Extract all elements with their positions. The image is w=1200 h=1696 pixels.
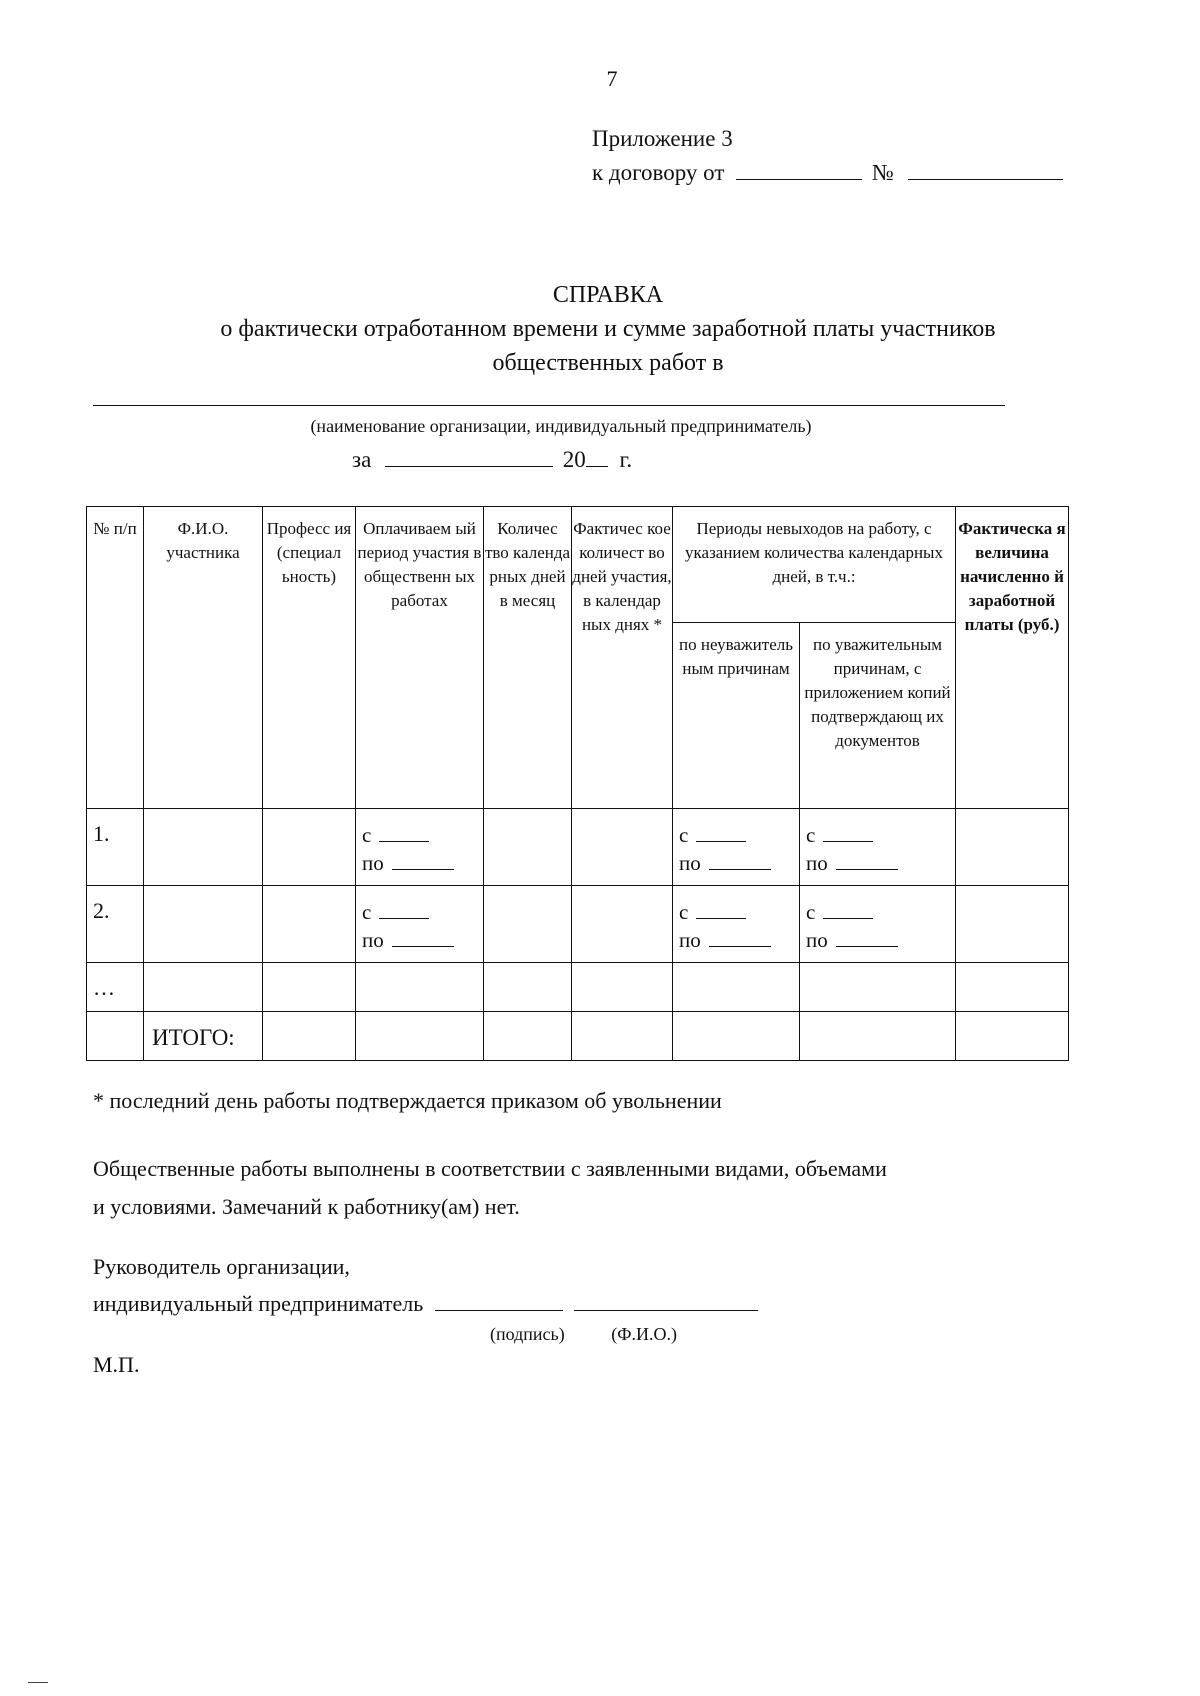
document-title bbox=[0, 278, 1200, 380]
cell-excused bbox=[800, 1012, 956, 1061]
from-label: с bbox=[362, 823, 372, 847]
cell-calendar-days bbox=[484, 963, 572, 1012]
cell-fio bbox=[144, 809, 263, 886]
header-paid-period: Оплачиваем ый период участия в общественн ых работах bbox=[356, 507, 484, 809]
from-blank bbox=[823, 900, 873, 919]
cell-calendar-days bbox=[484, 886, 572, 963]
cell-salary bbox=[956, 886, 1069, 963]
title-heading: СПРАВКА bbox=[552, 282, 664, 308]
annex-contract-line bbox=[592, 156, 1063, 190]
cell-salary bbox=[956, 809, 1069, 886]
to-label: по bbox=[362, 851, 384, 875]
signature-blank bbox=[435, 1290, 563, 1311]
cell-unexcused bbox=[673, 809, 800, 886]
to-label: по bbox=[806, 928, 828, 952]
cell-unexcused bbox=[673, 1012, 800, 1061]
from-line bbox=[673, 898, 799, 926]
cell-calendar-days bbox=[484, 809, 572, 886]
from-label: с bbox=[806, 900, 816, 924]
organization-name-blank bbox=[93, 405, 1005, 406]
from-line bbox=[673, 821, 799, 849]
caption-signature: (подпись) bbox=[490, 1324, 565, 1344]
to-line bbox=[800, 849, 955, 877]
header-salary: Фактическа я величина начисленно й заработной платы (руб.) bbox=[956, 507, 1069, 809]
header-absence-periods: Периоды невыходов на работу, с указанием количества календарных дней, в т.ч.: bbox=[673, 507, 956, 623]
row-number: 1. bbox=[87, 809, 144, 886]
period-year-blank bbox=[586, 446, 608, 467]
header-num: № п/п bbox=[87, 507, 144, 809]
cell-calendar-days bbox=[484, 1012, 572, 1061]
from-label: с bbox=[806, 823, 816, 847]
cell-paid-period bbox=[356, 963, 484, 1012]
scan-mark bbox=[28, 1682, 48, 1683]
annex-title: Приложение 3 bbox=[592, 126, 733, 151]
signature-line-2 bbox=[93, 1285, 758, 1322]
from-line bbox=[356, 821, 483, 849]
from-blank bbox=[379, 900, 429, 919]
cell-excused bbox=[800, 886, 956, 963]
header-calendar-days: Количес тво календа рных дней в месяц bbox=[484, 507, 572, 809]
period-month-blank bbox=[385, 446, 553, 467]
annex-block bbox=[592, 122, 1063, 190]
fio-blank bbox=[574, 1290, 758, 1311]
signature-line-1: Руководитель организации, bbox=[93, 1254, 350, 1279]
header-unexcused: по неуважитель ным причинам bbox=[673, 623, 800, 809]
period-line bbox=[352, 446, 632, 473]
title-line-2: общественных работ в bbox=[492, 350, 724, 376]
table-row bbox=[87, 963, 1069, 1012]
cell-paid-period bbox=[356, 886, 484, 963]
cell-empty bbox=[87, 1012, 144, 1061]
header-fio: Ф.И.О. участника bbox=[144, 507, 263, 809]
timesheet-table bbox=[86, 506, 1069, 1061]
from-label: с bbox=[679, 900, 689, 924]
cell-unexcused bbox=[673, 963, 800, 1012]
header-profession: Професс ия (специал ьность) bbox=[263, 507, 356, 809]
from-blank bbox=[379, 823, 429, 842]
signature-role: индивидуальный предприниматель bbox=[93, 1291, 424, 1316]
cell-fio bbox=[144, 963, 263, 1012]
to-line bbox=[800, 926, 955, 954]
from-blank bbox=[696, 823, 746, 842]
cell-profession bbox=[263, 809, 356, 886]
from-line bbox=[800, 821, 955, 849]
to-blank bbox=[836, 851, 898, 870]
cell-fio bbox=[144, 886, 263, 963]
cell-actual-days bbox=[572, 1012, 673, 1061]
contract-number-blank bbox=[908, 157, 1063, 180]
table-row bbox=[87, 886, 1069, 963]
footnote: * последний день работы подтверждается приказом об увольнении bbox=[93, 1088, 722, 1113]
period-prefix: за bbox=[352, 447, 372, 472]
from-label: с bbox=[362, 900, 372, 924]
page-number: 7 bbox=[606, 66, 618, 91]
statement-line-1: Общественные работы выполнены в соответствии с заявленными видами, объемами bbox=[93, 1156, 887, 1181]
to-blank bbox=[392, 928, 454, 947]
caption-fio: (Ф.И.О.) bbox=[611, 1324, 677, 1344]
cell-actual-days bbox=[572, 963, 673, 1012]
cell-salary bbox=[956, 963, 1069, 1012]
cell-unexcused bbox=[673, 886, 800, 963]
to-line bbox=[673, 849, 799, 877]
stamp-place: М.П. bbox=[93, 1352, 140, 1377]
row-number: 2. bbox=[87, 886, 144, 963]
total-label: ИТОГО: bbox=[144, 1012, 263, 1061]
cell-excused bbox=[800, 809, 956, 886]
cell-profession bbox=[263, 1012, 356, 1061]
to-blank bbox=[836, 928, 898, 947]
header-excused: по уважительным причинам, с приложением копий подтверждающ их документов bbox=[800, 623, 956, 809]
to-label: по bbox=[806, 851, 828, 875]
period-year: 20 bbox=[562, 447, 586, 472]
annex-number-sign: № bbox=[871, 160, 894, 185]
row-number: … bbox=[87, 963, 144, 1012]
to-blank bbox=[709, 851, 771, 870]
from-line bbox=[356, 898, 483, 926]
from-label: с bbox=[679, 823, 689, 847]
cell-paid-period bbox=[356, 1012, 484, 1061]
to-label: по bbox=[679, 928, 701, 952]
from-blank bbox=[696, 900, 746, 919]
to-blank bbox=[392, 851, 454, 870]
signature-caption bbox=[490, 1324, 677, 1345]
cell-actual-days bbox=[572, 886, 673, 963]
from-blank bbox=[823, 823, 873, 842]
cell-paid-period bbox=[356, 809, 484, 886]
from-line bbox=[800, 898, 955, 926]
annex-contract-label: к договору от bbox=[592, 160, 725, 185]
total-row bbox=[87, 1012, 1069, 1061]
period-suffix: г. bbox=[619, 447, 633, 472]
to-line bbox=[356, 926, 483, 954]
to-line bbox=[673, 926, 799, 954]
to-label: по bbox=[362, 928, 384, 952]
title-line-1: о фактически отработанном времени и сумме заработной платы участников bbox=[220, 316, 996, 342]
statement-line-2: и условиями. Замечаний к работнику(ам) нет. bbox=[93, 1194, 520, 1219]
cell-profession bbox=[263, 886, 356, 963]
organization-caption: (наименование организации, индивидуальный предприниматель) bbox=[310, 416, 812, 436]
cell-profession bbox=[263, 963, 356, 1012]
header-actual-days: Фактичес кое количест во дней участия, в календар ных днях * bbox=[572, 507, 673, 809]
cell-salary bbox=[956, 1012, 1069, 1061]
table-row bbox=[87, 809, 1069, 886]
cell-actual-days bbox=[572, 809, 673, 886]
to-label: по bbox=[679, 851, 701, 875]
signature-block bbox=[93, 1248, 758, 1322]
to-blank bbox=[709, 928, 771, 947]
contract-date-blank bbox=[736, 157, 862, 180]
cell-excused bbox=[800, 963, 956, 1012]
statement bbox=[93, 1150, 1093, 1226]
to-line bbox=[356, 849, 483, 877]
